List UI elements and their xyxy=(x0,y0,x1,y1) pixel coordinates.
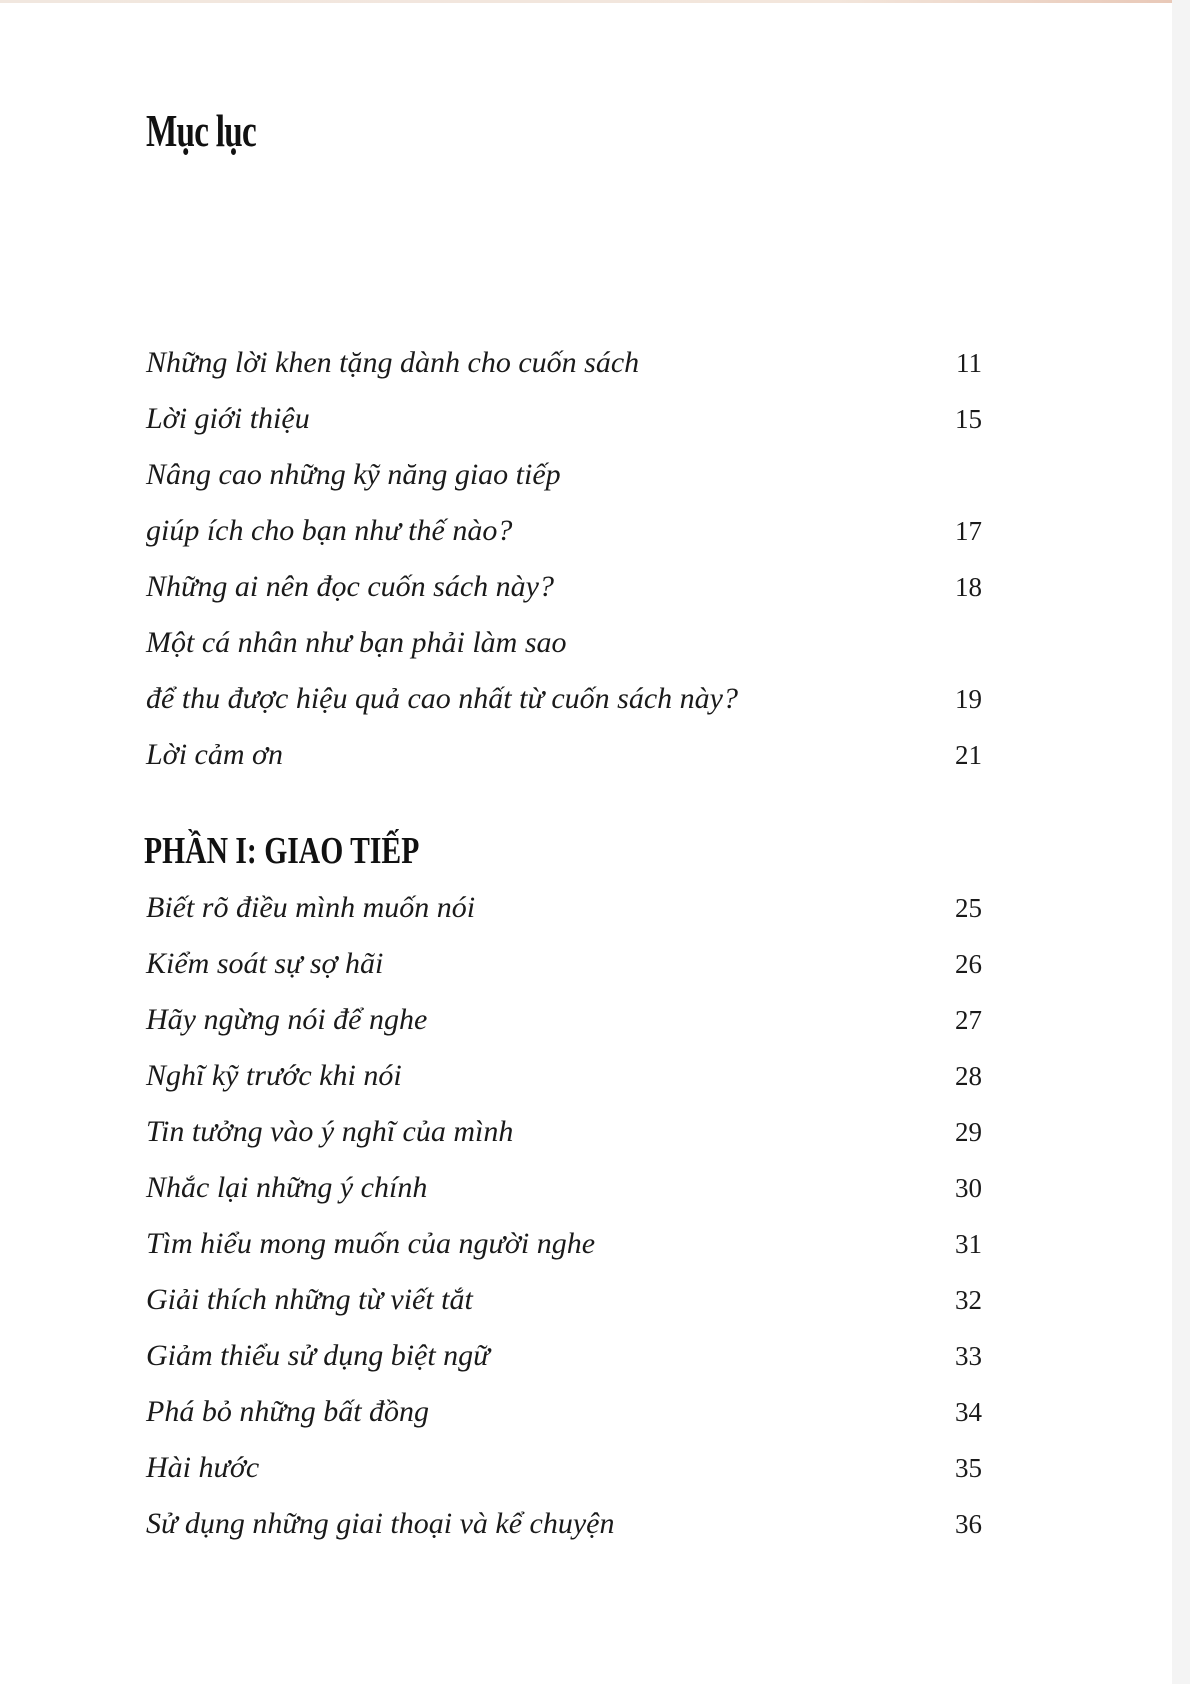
toc-entry-page: 15 xyxy=(955,404,982,434)
toc-entry-title: Phá bỏ những bất đồng xyxy=(146,1395,430,1428)
front-matter-list xyxy=(146,348,982,796)
toc-entry-page: 18 xyxy=(955,572,982,602)
toc-entry-page: 29 xyxy=(955,1117,982,1147)
toc-entry[interactable] xyxy=(146,348,982,404)
toc-entry-page: 19 xyxy=(955,684,982,714)
toc-entry[interactable] xyxy=(146,1397,982,1453)
toc-entry-title: Lời cảm ơn xyxy=(146,738,284,771)
toc-entry-title: Nhắc lại những ý chính xyxy=(146,1171,428,1204)
toc-entry-title: Giảm thiểu sử dụng biệt ngữ xyxy=(146,1339,490,1372)
toc-entry[interactable] xyxy=(146,1453,982,1509)
toc-entry[interactable] xyxy=(146,1285,982,1341)
toc-entry-title: Giải thích những từ viết tắt xyxy=(146,1283,473,1316)
toc-entry-page: 21 xyxy=(955,740,982,770)
toc-entry-title: Lời giới thiệu xyxy=(146,402,310,435)
toc-entry[interactable] xyxy=(146,1061,982,1117)
toc-entry-title: Biết rõ điều mình muốn nói xyxy=(146,891,476,924)
toc-entry-title: Tìm hiểu mong muốn của người nghe xyxy=(146,1227,596,1260)
toc-entry[interactable] xyxy=(146,1005,982,1061)
toc-entry[interactable] xyxy=(146,404,982,460)
toc-entry[interactable] xyxy=(146,949,982,1005)
toc-entry[interactable] xyxy=(146,572,982,628)
toc-entry-title: Nâng cao những kỹ năng giao tiếp xyxy=(146,458,561,491)
toc-entry[interactable] xyxy=(146,1117,982,1173)
toc-entry-title: Tin tưởng vào ý nghĩ của mình xyxy=(146,1115,514,1148)
section-entry-list xyxy=(146,893,982,1565)
toc-entry-page: 30 xyxy=(955,1173,982,1203)
toc-entry-page: 36 xyxy=(955,1509,982,1539)
toc-entry-page: 31 xyxy=(955,1229,982,1259)
toc-entry[interactable] xyxy=(146,628,982,684)
toc-entry-title: Nghĩ kỹ trước khi nói xyxy=(146,1059,402,1092)
toc-entry[interactable] xyxy=(146,893,982,949)
toc-entry-page: 33 xyxy=(955,1341,982,1371)
toc-entry-title: Sử dụng những giai thoại và kể chuyện xyxy=(146,1507,615,1540)
toc-entry[interactable] xyxy=(146,1509,982,1565)
toc-entry[interactable] xyxy=(146,1229,982,1285)
page-title: Mục lục xyxy=(146,105,256,156)
toc-entry-title: Hài hước xyxy=(146,1451,260,1484)
toc-entry[interactable] xyxy=(146,516,982,572)
toc-entry[interactable] xyxy=(146,740,982,796)
toc-entry-page: 35 xyxy=(955,1453,982,1483)
page-top-edge xyxy=(0,0,1190,3)
toc-entry-title: Một cá nhân như bạn phải làm sao xyxy=(146,626,567,659)
toc-entry-page: 32 xyxy=(955,1285,982,1315)
toc-entry-page: 17 xyxy=(955,516,982,546)
toc-entry-page: 11 xyxy=(956,348,982,378)
toc-entry-title: để thu được hiệu quả cao nhất từ cuốn sách này? xyxy=(146,682,738,715)
toc-entry[interactable] xyxy=(146,460,982,516)
toc-entry-page: 25 xyxy=(955,893,982,923)
page-right-margin xyxy=(1172,0,1190,1684)
toc-entry-page: 34 xyxy=(955,1397,982,1427)
toc-entry-title: Những ai nên đọc cuốn sách này? xyxy=(146,570,554,603)
toc-entry-page: 26 xyxy=(955,949,982,979)
section-heading: PHẦN I: GIAO TIẾP xyxy=(144,830,420,872)
toc-entry-title: Kiểm soát sự sợ hãi xyxy=(146,947,384,980)
toc-entry-page: 27 xyxy=(955,1005,982,1035)
toc-entry-title: giúp ích cho bạn như thế nào? xyxy=(146,514,513,547)
toc-entry[interactable] xyxy=(146,1173,982,1229)
toc-entry-page: 28 xyxy=(955,1061,982,1091)
toc-entry-title: Hãy ngừng nói để nghe xyxy=(146,1003,428,1036)
toc-entry-title: Những lời khen tặng dành cho cuốn sách xyxy=(146,346,640,379)
toc-entry[interactable] xyxy=(146,1341,982,1397)
toc-entry[interactable] xyxy=(146,684,982,740)
